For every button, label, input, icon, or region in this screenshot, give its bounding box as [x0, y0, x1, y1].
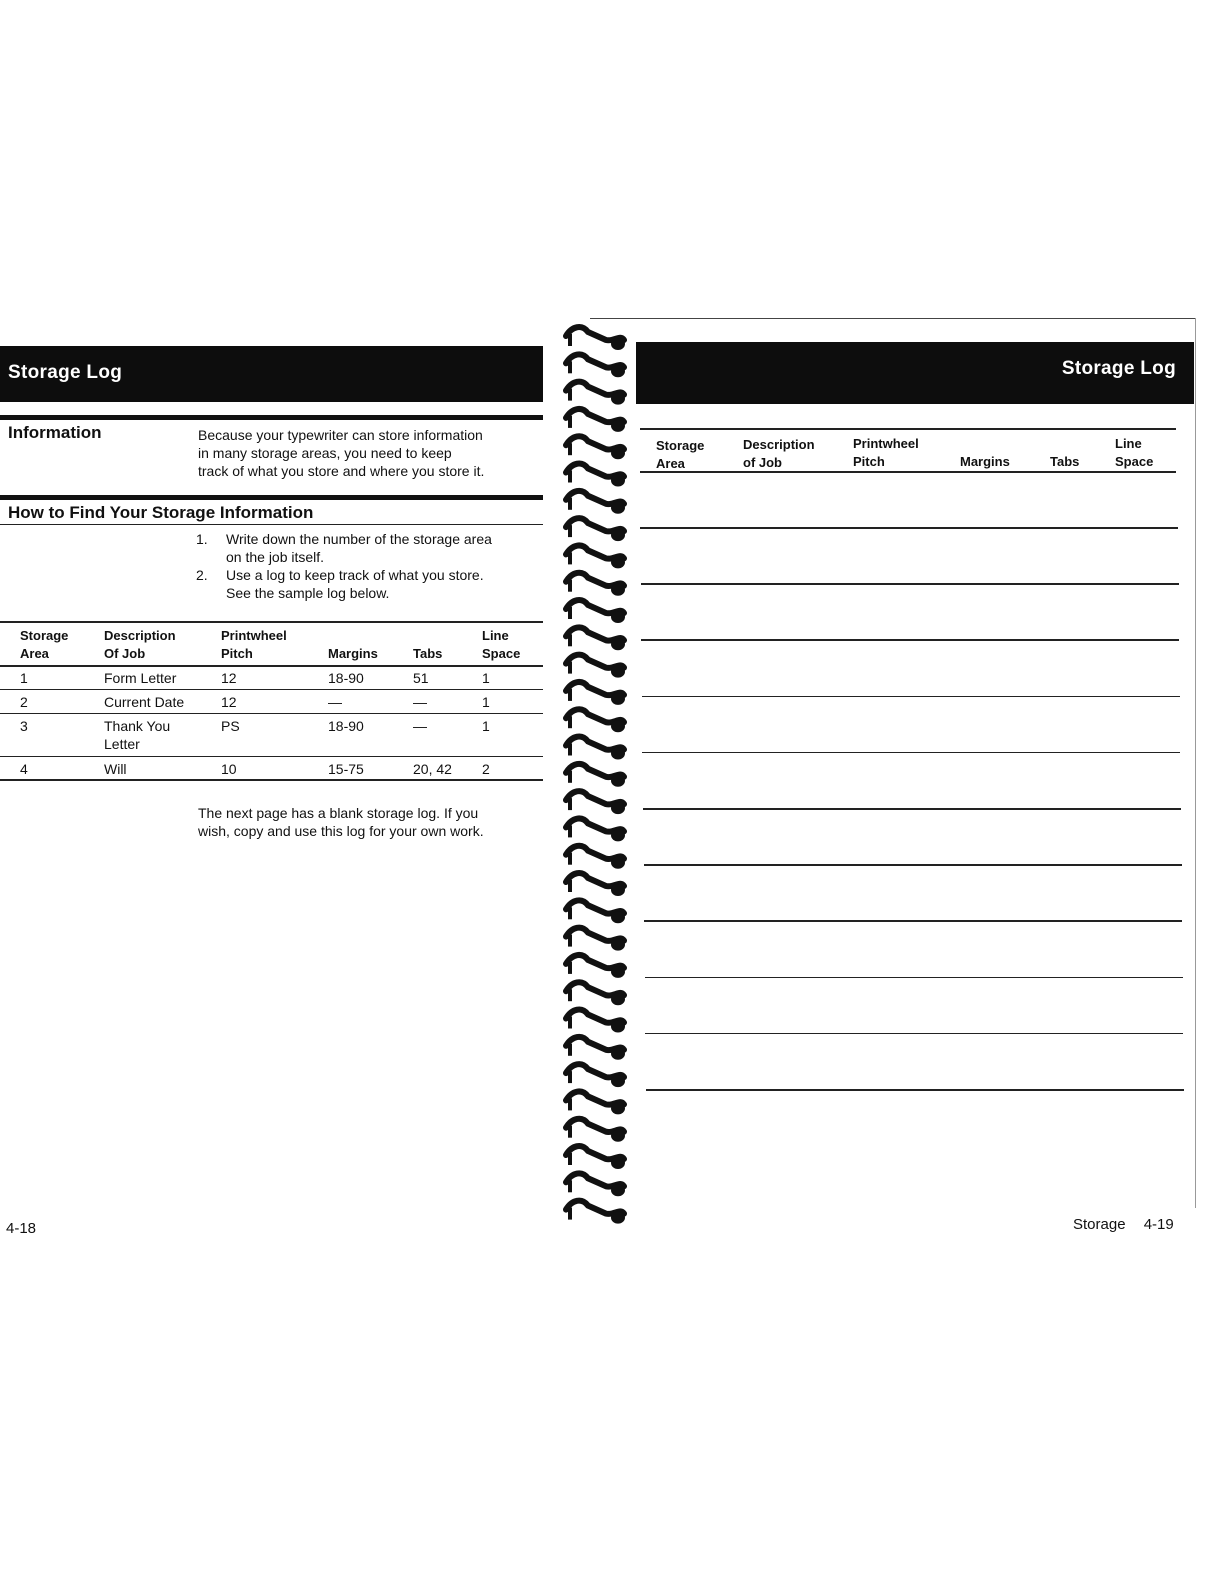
spiral-hole: [611, 802, 625, 814]
right-page-footer: [1073, 1216, 1174, 1233]
left-banner: [0, 346, 543, 402]
cell-pitch: PS: [221, 718, 240, 734]
spiral-hole: [611, 447, 625, 459]
spiral-coil: [566, 1010, 625, 1033]
spiral-wire: [566, 737, 624, 750]
cell-margins: 18-90: [328, 670, 364, 686]
spiral-coil: [566, 436, 625, 459]
header-line: Area: [20, 646, 49, 661]
cell-description: Will: [104, 761, 127, 777]
spiral-wire: [566, 982, 624, 995]
cell-tabs: —: [413, 718, 427, 734]
how-to-underline: [0, 524, 543, 525]
log-header-margins: [960, 435, 1010, 471]
spiral-hole: [611, 720, 625, 732]
spiral-wire: [566, 491, 624, 504]
spiral-hole: [611, 857, 625, 869]
spiral-wire: [566, 1064, 624, 1077]
spiral-coil: [566, 491, 625, 514]
spiral-hole: [611, 1184, 625, 1196]
cell-pitch: 12: [221, 694, 237, 710]
spiral-hole: [611, 884, 625, 896]
spiral-hole: [611, 1130, 625, 1142]
spiral-wire: [566, 1037, 624, 1050]
spiral-hole: [611, 1212, 625, 1224]
spiral-coil: [566, 573, 625, 596]
cell-tabs: —: [413, 694, 427, 710]
header-line: Storage: [656, 438, 705, 453]
spiral-hole: [611, 966, 625, 978]
information-text: [198, 426, 538, 480]
right-top-edge: [590, 318, 1196, 319]
header-line: Line: [1115, 436, 1142, 451]
header-margins: [328, 627, 378, 663]
header-tabs: [413, 627, 442, 663]
cell-pitch: 12: [221, 670, 237, 686]
header-line: Tabs: [413, 646, 443, 661]
spiral-hole: [611, 393, 625, 405]
spiral-hole: [611, 829, 625, 841]
spiral-hole: [611, 529, 625, 541]
footer-section: Storage: [1073, 1216, 1126, 1233]
spiral-hole: [611, 584, 625, 596]
spiral-coil: [566, 545, 625, 568]
step-line: See the sample log below.: [226, 585, 390, 601]
spiral-wire: [566, 464, 624, 477]
cell-margins: —: [328, 694, 342, 710]
log-write-line: [646, 1089, 1184, 1091]
header-pitch: [221, 627, 287, 663]
spiral-wire: [566, 928, 624, 941]
step-list: [196, 530, 541, 602]
header-line: [1050, 435, 1079, 453]
header-line: Line: [482, 628, 509, 643]
sample-table-header-rule: [0, 665, 543, 667]
cell-area: 1: [20, 670, 28, 686]
log-header-pitch: [853, 435, 919, 471]
spiral-hole: [611, 993, 625, 1005]
cell-line-space: 1: [482, 694, 490, 710]
sample-table-bottom-rule: [0, 779, 543, 781]
spiral-hole: [611, 611, 625, 623]
spiral-coil: [566, 682, 625, 705]
spiral-hole: [611, 556, 625, 568]
row-divider: [0, 713, 543, 714]
header-line: Description: [743, 437, 815, 452]
spiral-coil: [566, 1091, 625, 1114]
spiral-coil: [566, 1119, 625, 1142]
spiral-hole: [611, 1021, 625, 1033]
header-line: Area: [656, 456, 685, 471]
cell-description: Current Date: [104, 694, 185, 710]
spiral-coil: [566, 873, 625, 896]
spiral-wire: [566, 1091, 624, 1104]
spiral-hole: [611, 1157, 625, 1169]
right-banner-title: Storage Log: [1061, 358, 1176, 379]
spiral-binding: [562, 318, 634, 1238]
step-text: [226, 566, 484, 602]
header-line: [960, 435, 1010, 453]
spiral-wire: [566, 545, 624, 558]
step-text: [226, 530, 492, 566]
spiral-hole: [611, 775, 625, 787]
log-write-line: [640, 527, 1178, 529]
cell-margins: 15-75: [328, 761, 364, 777]
spiral-wire: [566, 791, 624, 804]
row-divider: [0, 689, 543, 690]
left-page-number: 4-18: [6, 1220, 37, 1237]
spiral-hole: [611, 1102, 625, 1114]
spiral-coil: [566, 764, 625, 787]
cell-description: Form Letter: [104, 670, 177, 686]
cell-area: 4: [20, 761, 28, 777]
spiral-wire: [566, 382, 624, 395]
spiral-coils-svg: [562, 318, 634, 1238]
spiral-hole: [611, 666, 625, 678]
log-header-description: [743, 436, 815, 472]
step-line: Write down the number of the storage area: [226, 531, 492, 547]
header-line: Margins: [328, 646, 378, 661]
spiral-coil: [566, 846, 625, 869]
cell-description-line: Letter: [104, 736, 140, 752]
header-storage-area: [20, 627, 68, 663]
spiral-hole: [611, 475, 625, 487]
spiral-coil: [566, 928, 625, 951]
spiral-coil: [566, 955, 625, 978]
cell-pitch: 10: [221, 761, 237, 777]
spiral-wire: [566, 327, 624, 340]
spiral-coil: [566, 709, 625, 732]
step-number: 1.: [196, 531, 208, 547]
cell-area: 2: [20, 694, 28, 710]
spiral-wire: [566, 1173, 624, 1186]
spiral-coil: [566, 327, 625, 350]
header-line: of Job: [743, 455, 782, 470]
header-line: Description: [104, 628, 176, 643]
cell-description-line: Thank You: [104, 718, 171, 734]
spiral-coil: [566, 1146, 625, 1169]
spiral-hole: [611, 693, 625, 705]
spiral-coil: [566, 464, 625, 487]
spiral-coil: [566, 1037, 625, 1060]
right-banner: [636, 342, 1194, 404]
step-line: on the job itself.: [226, 549, 325, 565]
spiral-coil: [566, 737, 625, 760]
log-table-top-rule: [640, 428, 1176, 430]
row-divider: [0, 756, 543, 757]
header-line: Pitch: [221, 646, 253, 661]
spiral-coil: [566, 600, 625, 623]
how-to-heading: How to Find Your Storage Information: [8, 503, 314, 522]
spiral-wire: [566, 818, 624, 831]
information-heading: Information: [8, 423, 102, 442]
log-write-line: [641, 639, 1179, 641]
spiral-wire: [566, 709, 624, 722]
header-line: Space: [1115, 454, 1154, 469]
spiral-hole: [611, 638, 625, 650]
log-write-line: [643, 808, 1181, 810]
header-line: Printwheel: [853, 436, 919, 451]
log-table-header-rule: [640, 471, 1176, 473]
log-header-storage-area: [656, 437, 704, 473]
log-write-line: [642, 696, 1180, 698]
spiral-wire: [566, 955, 624, 968]
spiral-coil: [566, 627, 625, 650]
header-line: Margins: [960, 454, 1010, 469]
header-line: [413, 627, 442, 645]
spiral-hole: [611, 939, 625, 951]
right-page-number: 4-19: [1143, 1216, 1174, 1233]
step-item: [196, 566, 541, 602]
spiral-wire: [566, 409, 624, 422]
spiral-hole: [611, 1048, 625, 1060]
spiral-coil: [566, 900, 625, 923]
spiral-wire: [566, 900, 624, 913]
header-line: Of Job: [104, 646, 146, 661]
cell-area: 3: [20, 718, 28, 734]
log-write-line: [645, 1033, 1183, 1035]
spiral-coil: [566, 655, 625, 678]
header-description: [104, 627, 176, 663]
spiral-coil: [566, 409, 625, 432]
spiral-coil: [566, 518, 625, 541]
cell-line-space: 1: [482, 718, 490, 734]
sample-table-top-rule: [0, 621, 543, 623]
cell-line-space: 2: [482, 761, 490, 777]
header-line-space: [482, 627, 520, 663]
log-write-line: [644, 864, 1182, 866]
spiral-coil: [566, 354, 625, 377]
spiral-wire: [566, 600, 624, 613]
spiral-wire: [566, 764, 624, 777]
spiral-wire: [566, 518, 624, 531]
spiral-hole: [611, 911, 625, 923]
step-item: [196, 530, 541, 566]
information-line: in many storage areas, you need to keep: [198, 445, 452, 461]
spiral-wire: [566, 846, 624, 859]
log-write-line: [645, 977, 1183, 979]
spiral-coil: [566, 791, 625, 814]
spiral-wire: [566, 1201, 624, 1214]
spiral-hole: [611, 338, 625, 350]
step-number: 2.: [196, 567, 208, 583]
spiral-hole: [611, 420, 625, 432]
cell-margins: 18-90: [328, 718, 364, 734]
spiral-hole: [611, 748, 625, 760]
step-line: Use a log to keep track of what you store.: [226, 567, 484, 583]
spiral-wire: [566, 436, 624, 449]
log-write-line: [642, 752, 1180, 754]
spiral-wire: [566, 1010, 624, 1023]
information-line: track of what you store and where you store it.: [198, 463, 485, 479]
log-write-line: [644, 920, 1182, 922]
spiral-wire: [566, 655, 624, 668]
closing-line: wish, copy and use this log for your own work.: [198, 823, 484, 839]
spiral-wire: [566, 682, 624, 695]
spiral-coil: [566, 818, 625, 841]
spiral-hole: [611, 1075, 625, 1087]
closing-text: [198, 804, 543, 840]
cell-description: [104, 717, 170, 753]
cell-tabs: 20, 42: [413, 761, 452, 777]
spiral-wire: [566, 873, 624, 886]
header-line: Pitch: [853, 454, 885, 469]
spiral-hole: [611, 365, 625, 377]
spiral-coil: [566, 1201, 625, 1224]
closing-line: The next page has a blank storage log. If you: [198, 805, 479, 821]
how-to-rule: [0, 495, 543, 500]
spiral-coil: [566, 1064, 625, 1087]
spiral-wire: [566, 573, 624, 586]
header-line: Space: [482, 646, 521, 661]
log-header-tabs: [1050, 435, 1079, 471]
information-rule: [0, 415, 543, 420]
cell-tabs: 51: [413, 670, 429, 686]
spiral-wire: [566, 354, 624, 367]
cell-line-space: 1: [482, 670, 490, 686]
spiral-coil: [566, 382, 625, 405]
spiral-wire: [566, 1146, 624, 1159]
spiral-wire: [566, 1119, 624, 1132]
header-line: Printwheel: [221, 628, 287, 643]
spiral-hole: [611, 502, 625, 514]
left-banner-title: Storage Log: [8, 362, 123, 383]
log-header-line-space: [1115, 435, 1153, 471]
log-write-line: [641, 583, 1179, 585]
spiral-wire: [566, 627, 624, 640]
spiral-coil: [566, 1173, 625, 1196]
header-line: Tabs: [1050, 454, 1080, 469]
spiral-coil: [566, 982, 625, 1005]
header-line: [328, 627, 378, 645]
information-line: Because your typewriter can store information: [198, 427, 483, 443]
right-edge-line: [1195, 318, 1196, 1208]
header-line: Storage: [20, 628, 69, 643]
